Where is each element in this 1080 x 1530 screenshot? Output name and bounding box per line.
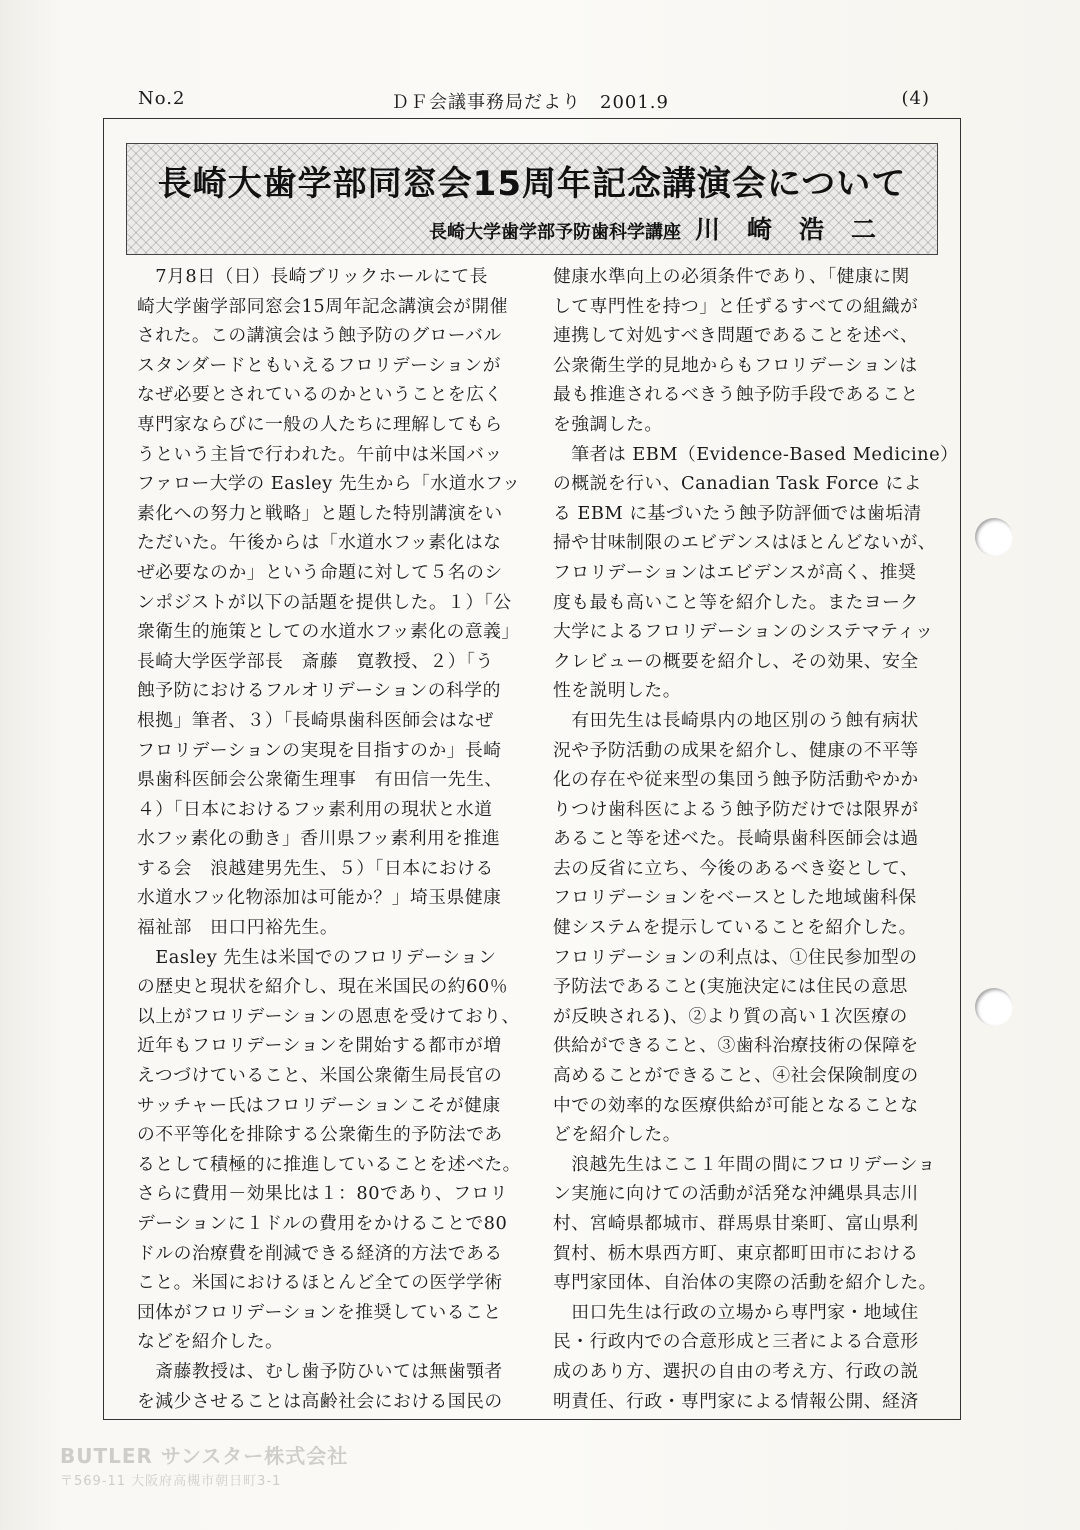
text-line: などを紹介した。 bbox=[137, 1331, 284, 1353]
page-number: (4) bbox=[901, 88, 930, 109]
text-line: 田口先生は行政の立場から専門家・地域住 bbox=[553, 1301, 919, 1323]
text-line: こと。米国におけるほとんど全ての医学学術 bbox=[137, 1272, 503, 1294]
ad-company: BUTLER サンスター株式会社 bbox=[60, 1444, 349, 1468]
text-line: 有田先生は長崎県内の地区別のう蝕有病状 bbox=[553, 709, 919, 731]
text-line: 供給ができること、③歯科治療技術の保障を bbox=[553, 1035, 919, 1057]
text-line: 県歯科医師会公衆衛生理事 有田信一先生、 bbox=[137, 769, 503, 791]
text-line: する会 浪越建男先生、５）「日本における bbox=[137, 857, 494, 879]
text-line: 村、宮崎県都城市、群馬県甘楽町、富山県利 bbox=[553, 1213, 919, 1234]
text-line: ン実施に向けての活動が活発な沖縄県具志川 bbox=[553, 1183, 919, 1205]
text-line: の概説を行い、Canadian Task Force によ bbox=[553, 473, 922, 495]
author-name: 川崎浩二 bbox=[694, 215, 903, 244]
text-line: フロリデーションをベースとした地域歯科保 bbox=[553, 887, 917, 909]
text-line: 以上がフロリデーションの恩恵を受けており、 bbox=[137, 1005, 520, 1027]
text-line: 7月8日（日）長崎ブリックホールにて長 bbox=[137, 266, 488, 287]
text-line: 民・行政内での合意形成と三者による合意形 bbox=[553, 1331, 919, 1353]
article-title: 長崎大歯学部同窓会15周年記念講演会について bbox=[157, 164, 907, 204]
punch-hole bbox=[975, 988, 1013, 1026]
text-line: 予防法であること(実施決定には住民の意思 bbox=[553, 976, 908, 998]
text-line: 掃や甘味制限のエビデンスはほとんどないが、 bbox=[553, 532, 937, 554]
text-line: りつけ歯科医によるう蝕予防だけでは限界が bbox=[553, 798, 919, 820]
text-line: 根拠」筆者、３）「長崎県歯科医師会はなぜ bbox=[137, 709, 494, 731]
text-line: 健システムを提示していることを紹介した。 bbox=[553, 917, 917, 939]
text-line: 成のあり方、選択の自由の考え方、行政の説 bbox=[553, 1360, 919, 1382]
text-line: うという主旨で行われた。午前中は米国バッ bbox=[137, 443, 503, 465]
text-line: 筆者は EBM（Evidence-Based Medicine） bbox=[553, 443, 959, 465]
text-line: どを紹介した。 bbox=[553, 1124, 681, 1146]
left-column bbox=[137, 262, 521, 1416]
text-line: 最も推進されるべきう蝕予防手段であること bbox=[553, 384, 919, 406]
text-line: の歴史と現状を紹介し、現在米国民の約60％ bbox=[137, 976, 508, 998]
text-line: 明責任、行政・専門家による情報公開、経済 bbox=[553, 1390, 919, 1412]
text-line: えつづけていること、米国公衆衛生局長官の bbox=[137, 1065, 503, 1087]
right-column bbox=[553, 262, 959, 1416]
text-line: 近年もフロリデーションを開始する都市が増 bbox=[137, 1035, 502, 1057]
text-line: フロリデーションはエビデンスが高く、推奨 bbox=[553, 561, 917, 583]
text-line: して専門性を持つ」と任ずるすべての組織が bbox=[553, 295, 919, 317]
text-line: 連携して対処すべき問題であることを述べ、 bbox=[553, 325, 919, 347]
text-line: 専門家団体、自治体の実際の活動を紹介した。 bbox=[553, 1272, 937, 1294]
text-line: を強調した。 bbox=[553, 413, 663, 435]
newsletter-title: ＤＦ会議事務局だより 2001.9 bbox=[391, 92, 669, 113]
text-line: 崎大学歯学部同窓会15周年記念講演会が開催 bbox=[137, 295, 508, 317]
text-line: を減少させることは高齢社会における国民の bbox=[137, 1390, 503, 1412]
issue-number: No.2 bbox=[138, 88, 186, 109]
text-line: フロリデーションの利点は、①住民参加型の bbox=[553, 946, 918, 968]
text-line: ファロー大学の Easley 先生から「水道水フッ bbox=[137, 473, 521, 495]
text-line: 去の反省に立ち、今後のあるべき姿として、 bbox=[553, 857, 919, 879]
text-line: クレビューの概要を紹介し、その効果、安全 bbox=[553, 650, 919, 672]
text-line: 度も最も高いこと等を紹介した。またヨーク bbox=[553, 591, 919, 613]
byline bbox=[429, 210, 903, 246]
text-line: スタンダードともいえるフロリデーションが bbox=[137, 354, 501, 376]
text-line: フロリデーションの実現を目指すのか」長崎 bbox=[137, 739, 502, 761]
title-box bbox=[126, 143, 938, 255]
text-line: 健康水準向上の必須条件であり、「健康に関 bbox=[553, 266, 910, 287]
text-line: 蝕予防におけるフルオリデーションの科学的 bbox=[137, 680, 501, 702]
text-line: 高めることができること、④社会保険制度の bbox=[553, 1065, 919, 1087]
text-line: あること等を述べた。長崎県歯科医師会は過 bbox=[553, 828, 919, 850]
text-line: るとして積極的に推進していることを述べた。 bbox=[137, 1153, 521, 1175]
text-line: された。この講演会はう蝕予防のグローバル bbox=[137, 325, 502, 347]
text-line: ただいた。午後からは「水道水フッ素化はな bbox=[137, 532, 502, 554]
text-line: さらに費用－効果比は１：80であり、フロリ bbox=[137, 1183, 508, 1205]
text-line: 団体がフロリデーションを推奨していること bbox=[137, 1301, 502, 1323]
text-line: 況や予防活動の成果を紹介し、健康の不平等 bbox=[553, 739, 919, 761]
text-line: 化の存在や従来型の集団う蝕予防活動やかか bbox=[553, 769, 919, 791]
ad-address: 〒569-11 大阪府高槻市朝日町3-1 bbox=[60, 1474, 282, 1489]
text-line: 浪越先生はここ１年間の間にフロリデーショ bbox=[553, 1153, 936, 1175]
page-header bbox=[138, 88, 930, 114]
text-line: 中での効率的な医療供給が可能となることな bbox=[553, 1094, 919, 1116]
text-line: なぜ必要とされているのかということを広く bbox=[137, 384, 503, 406]
text-line: 長崎大学医学部長 斎藤 寛教授、２）「う bbox=[137, 650, 494, 672]
text-line: 大学によるフロリデーションのシステマティッ bbox=[553, 621, 934, 643]
text-line: Easley 先生は米国でのフロリデーション bbox=[137, 946, 497, 968]
text-line: 水フッ素化の動き」香川県フッ素利用を推進 bbox=[137, 828, 501, 850]
text-line: ４）「日本におけるフッ素利用の現状と水道 bbox=[137, 798, 493, 820]
punch-hole bbox=[975, 518, 1013, 556]
author-affiliation: 長崎大学歯学部予防歯科学講座 bbox=[428, 222, 681, 243]
text-line: 素化への努力と戦略」と題した特別講演をい bbox=[137, 502, 503, 524]
text-line: 斎藤教授は、むし歯予防ひいては無歯顎者 bbox=[137, 1360, 503, 1382]
text-line: ドルの治療費を削減できる経済的方法である bbox=[137, 1242, 503, 1264]
text-line: 福祉部 田口円裕先生。 bbox=[137, 917, 339, 939]
text-line: の不平等化を排除する公衆衛生的予防法であ bbox=[137, 1124, 503, 1146]
text-line: 水道水フッ化物添加は可能か？」埼玉県健康 bbox=[137, 887, 502, 909]
text-line: 衆衛生的施策としての水道水フッ素化の意義」 bbox=[137, 621, 520, 643]
text-line: デーションに１ドルの費用をかけることで80 bbox=[137, 1213, 508, 1234]
text-line: 公衆衛生学的見地からもフロリデーションは bbox=[553, 354, 918, 376]
text-line: ぜ必要なのか」という命題に対して５名のシ bbox=[137, 561, 503, 583]
text-line: る EBM に基づいたう蝕予防評価では歯垢清 bbox=[553, 502, 922, 524]
text-line: 専門家ならびに一般の人たちに理解してもら bbox=[137, 413, 503, 435]
bleed-through-ad bbox=[60, 1440, 960, 1500]
text-line: が反映される)、②より質の高い１次医療の bbox=[553, 1005, 908, 1027]
text-line: サッチャー氏はフロリデーションこそが健康 bbox=[137, 1094, 501, 1116]
text-line: 性を説明した。 bbox=[553, 680, 681, 702]
text-line: 賀村、栃木県西方町、東京都町田市における bbox=[553, 1242, 919, 1264]
text-line: ンポジストが以下の話題を提供した。１）「公 bbox=[137, 591, 512, 613]
